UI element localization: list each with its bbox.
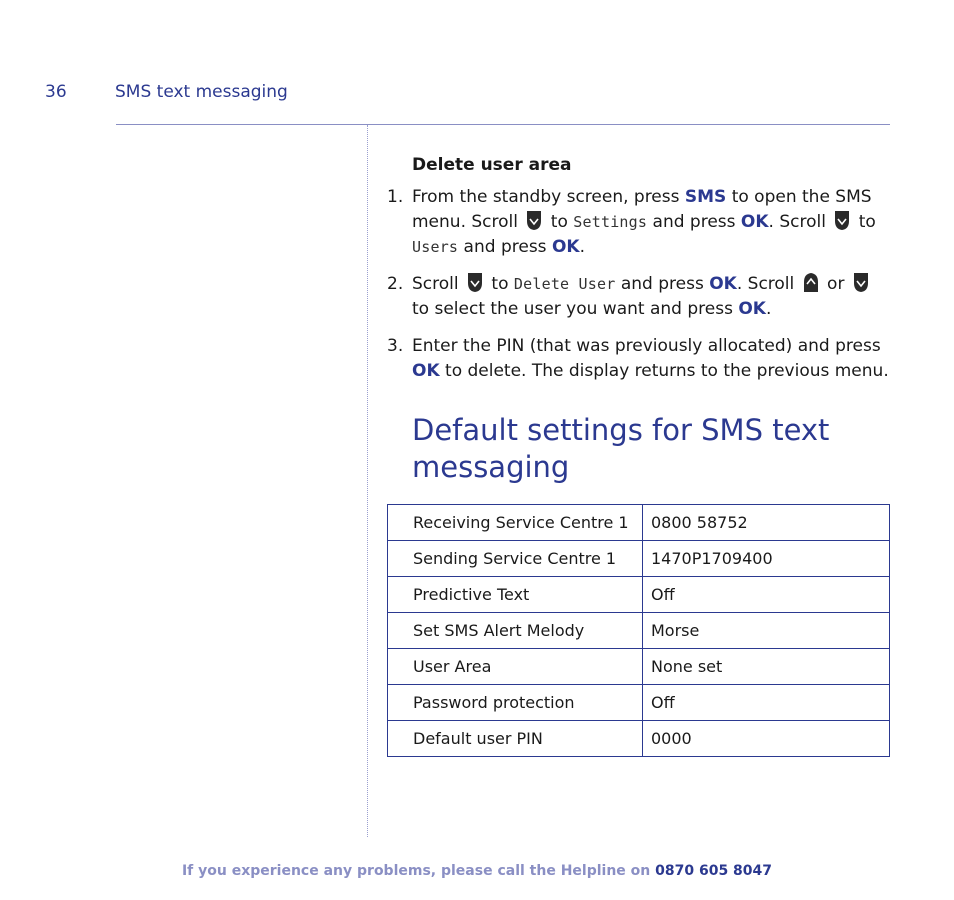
setting-value: Morse (643, 613, 890, 649)
step-text: to open the SMS menu. Scroll (412, 187, 872, 232)
setting-name: Password protection (388, 685, 643, 721)
delete-user-heading: Delete user area (412, 155, 572, 175)
table-row (388, 613, 890, 649)
step-text: and press (647, 212, 741, 232)
steps-list (387, 185, 890, 384)
step-text: to (853, 212, 876, 232)
setting-value: 0000 (643, 721, 890, 757)
setting-value: Off (643, 685, 890, 721)
step-3 (387, 334, 890, 384)
step-1 (387, 185, 890, 260)
step-number: 1. (387, 187, 404, 207)
table-row (388, 649, 890, 685)
step-text: Enter the PIN (that was previously allocated) and press (412, 336, 881, 356)
setting-value: 0800 58752 (643, 505, 890, 541)
section-title: SMS text messaging (115, 82, 288, 102)
lcd-delete-user: Delete User (513, 275, 616, 293)
step-number: 3. (387, 336, 404, 356)
key-sms: SMS (684, 187, 727, 207)
scroll-down-icon (852, 272, 870, 293)
step-text: . (579, 237, 585, 257)
step-2 (387, 272, 890, 322)
helpline-footer (0, 863, 954, 879)
lcd-settings: Settings (573, 213, 648, 231)
step-text: . (765, 299, 772, 319)
scroll-down-icon (525, 210, 543, 231)
setting-value: 1470P1709400 (643, 541, 890, 577)
scroll-down-icon (833, 210, 851, 231)
main-content (387, 155, 890, 757)
setting-name: Set SMS Alert Melody (388, 613, 643, 649)
helpline-number: 0870 605 8047 (655, 863, 773, 879)
step-text: Scroll (412, 274, 465, 294)
key-ok: OK (551, 237, 580, 257)
key-ok: OK (709, 274, 737, 294)
setting-name: User Area (388, 649, 643, 685)
table-row (388, 685, 890, 721)
key-ok: OK (738, 299, 766, 319)
step-text: and press (458, 237, 552, 257)
step-text: . Scroll (736, 274, 800, 294)
step-text: to (545, 212, 574, 232)
setting-value: None set (643, 649, 890, 685)
table-row (388, 541, 890, 577)
step-text: or (821, 274, 850, 294)
defaults-table (387, 504, 890, 757)
step-text: and press (615, 274, 710, 294)
step-text: From the standby screen, press (412, 187, 685, 207)
scroll-up-icon (802, 272, 820, 293)
table-row (388, 721, 890, 757)
step-number: 2. (387, 274, 404, 294)
table-row (388, 505, 890, 541)
lcd-users: Users (412, 238, 459, 256)
header-divider (116, 124, 890, 125)
step-text: to (486, 274, 514, 294)
step-text: to select the user you want and press (412, 299, 739, 319)
table-row (388, 577, 890, 613)
key-ok: OK (412, 361, 440, 381)
setting-name: Receiving Service Centre 1 (388, 505, 643, 541)
defaults-heading: Default settings for SMS text messaging (412, 413, 830, 484)
footer-text: If you experience any problems, please call the Helpline on (181, 863, 656, 879)
step-text: . Scroll (768, 212, 832, 232)
step-text: to delete. The display returns to the previous menu. (439, 361, 889, 381)
setting-value: Off (643, 577, 890, 613)
page-number: 36 (45, 82, 67, 102)
setting-name: Default user PIN (388, 721, 643, 757)
key-ok: OK (740, 212, 769, 232)
scroll-down-icon (466, 272, 484, 293)
setting-name: Predictive Text (388, 577, 643, 613)
setting-name: Sending Service Centre 1 (388, 541, 643, 577)
column-divider (367, 125, 368, 837)
